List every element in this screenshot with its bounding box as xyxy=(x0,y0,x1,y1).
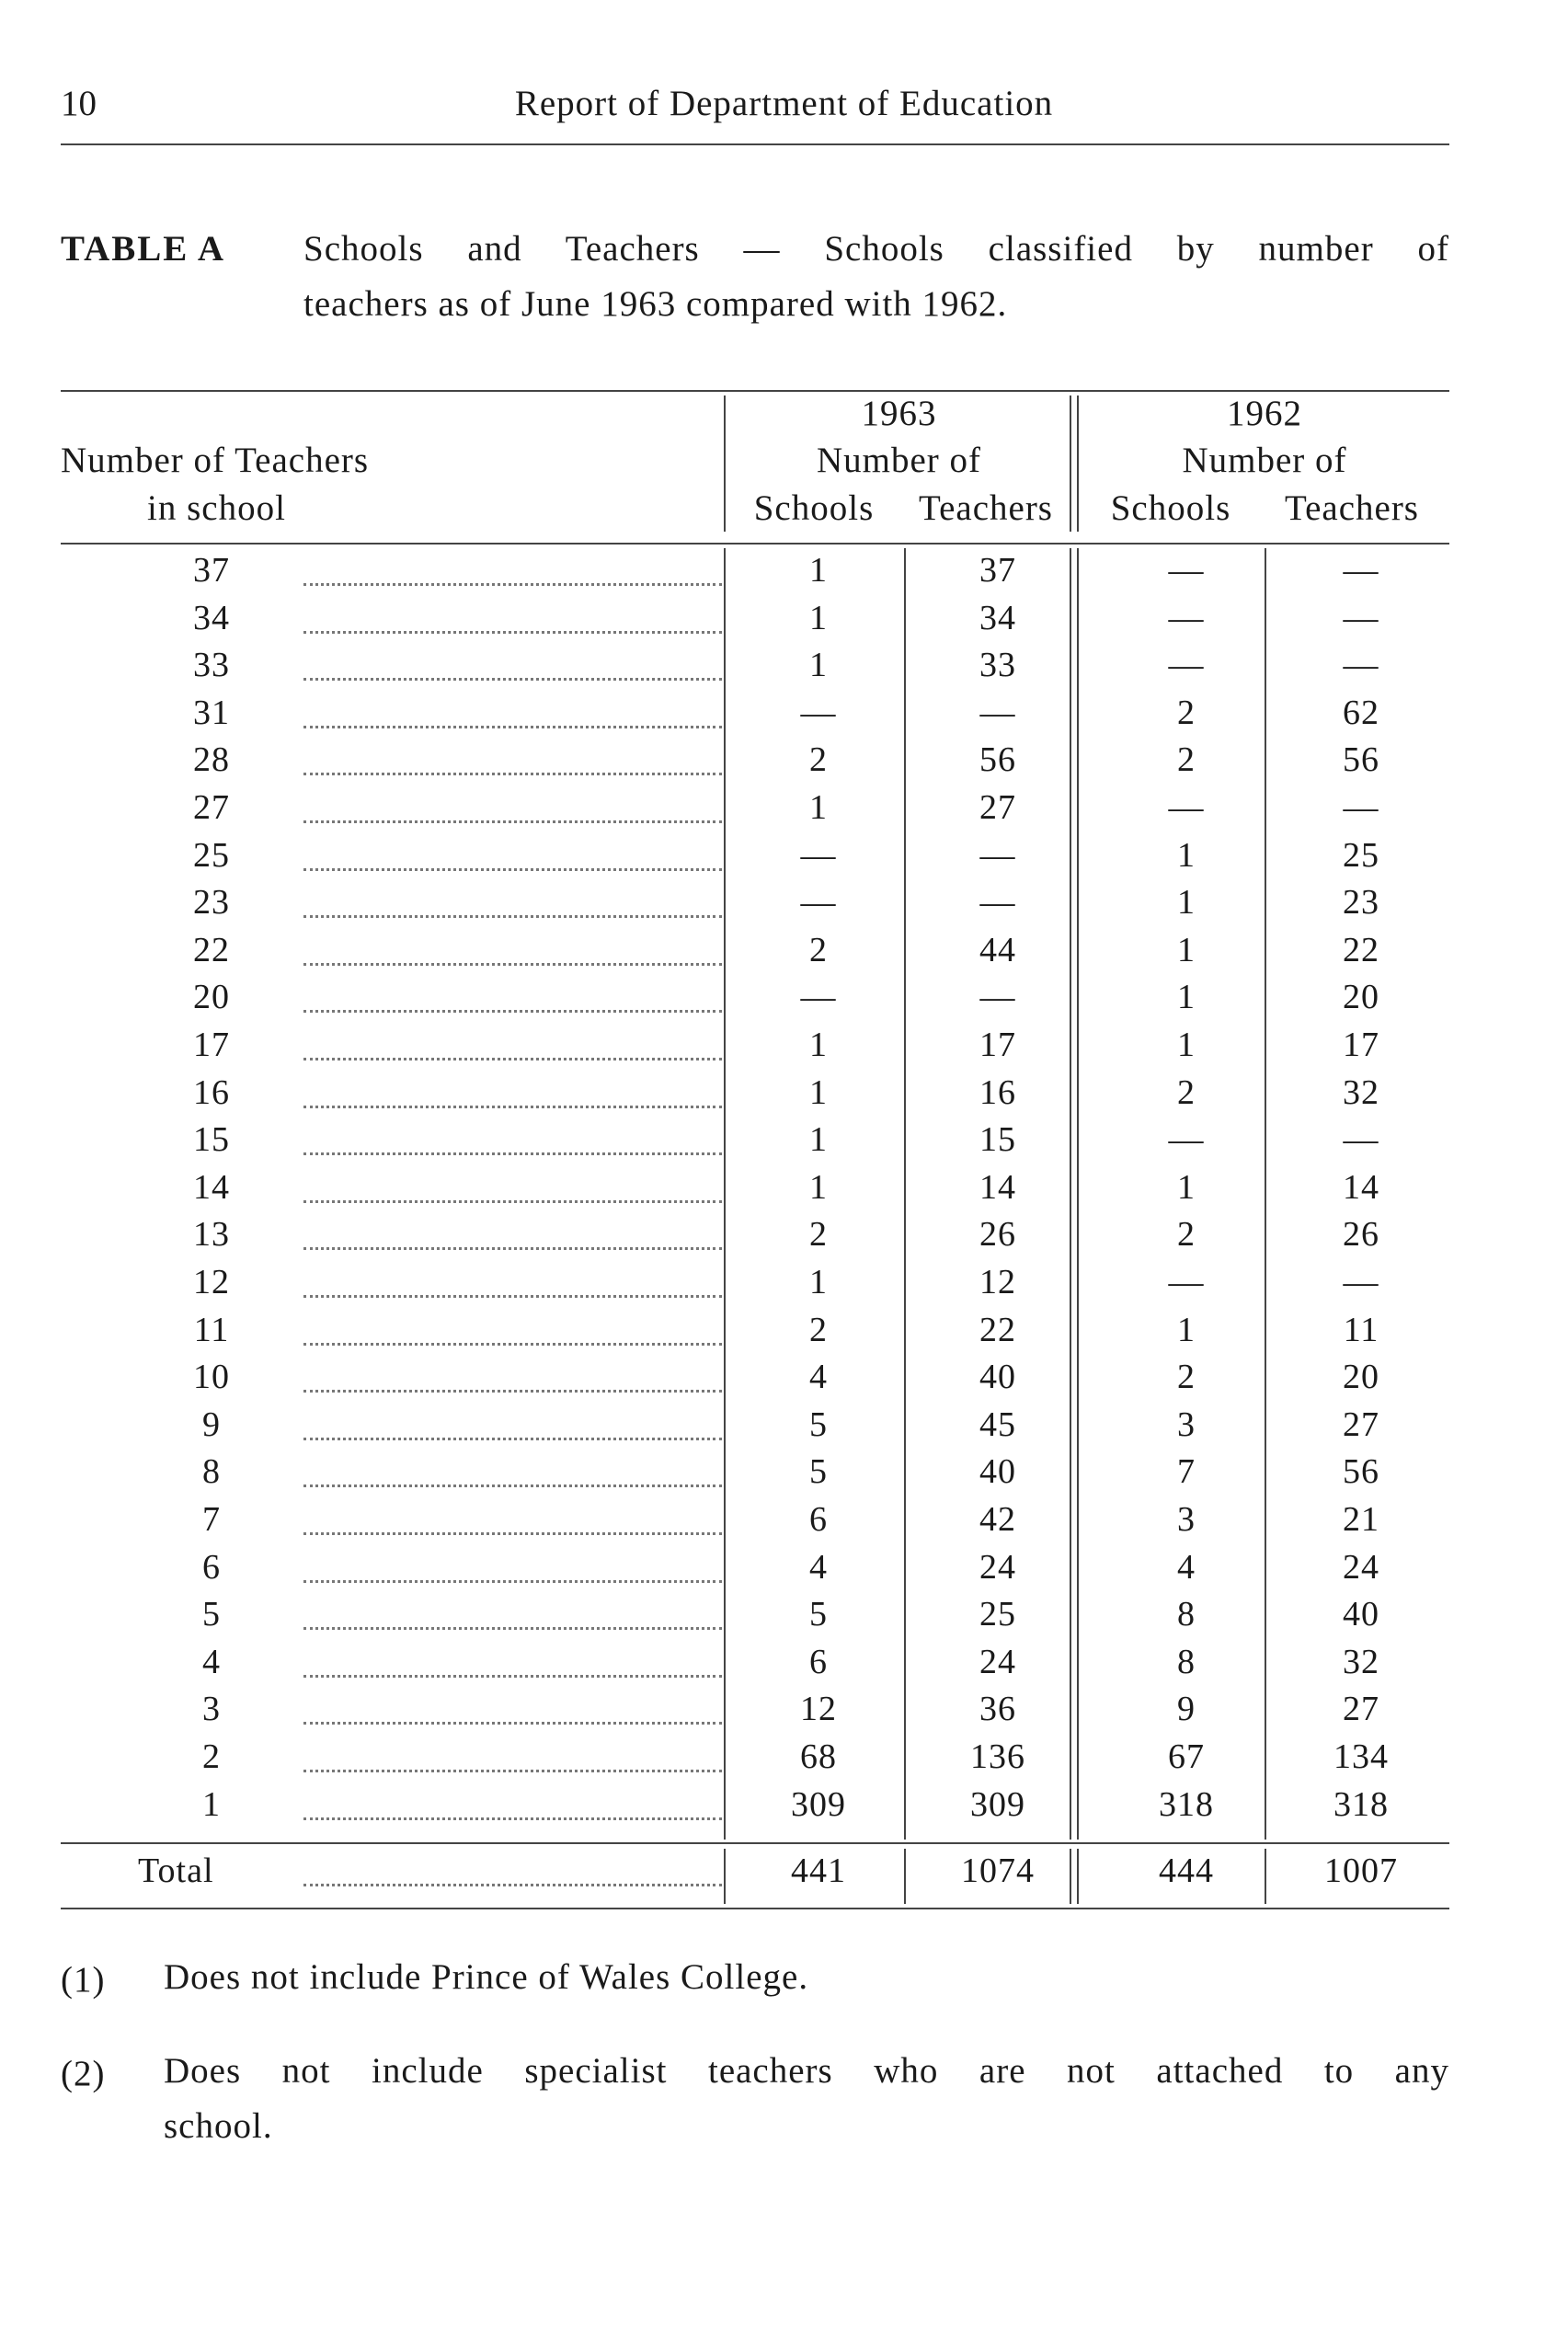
total-schools-1962: 444 xyxy=(1159,1851,1214,1890)
schools-1962-cell: — xyxy=(1168,598,1205,637)
schools-1963-cell: — xyxy=(800,883,837,923)
teachers-1963-cell: 44 xyxy=(979,930,1016,969)
teachers-1962-cell: 32 xyxy=(1343,1072,1379,1112)
table-caption-line2: teachers as of June 1963 compared with 1962. xyxy=(303,284,1008,324)
schools-1962-cell: 2 xyxy=(1177,1358,1196,1397)
table-row xyxy=(0,1547,1568,1595)
schools-1963-cell: 5 xyxy=(809,1452,828,1492)
schools-1962-cell: — xyxy=(1168,788,1205,827)
teachers-in-school-cell: 14 xyxy=(193,1167,230,1207)
teachers-1962-cell: — xyxy=(1343,1120,1379,1160)
schools-1962-cell: 1 xyxy=(1177,835,1196,875)
col-head-teachers-line1: Number of Teachers xyxy=(61,441,370,480)
header-rule xyxy=(61,143,1449,145)
schools-1963-cell: 5 xyxy=(809,1404,828,1444)
leader-dots xyxy=(303,963,722,966)
header-bottom-rule xyxy=(61,543,1449,545)
teachers-1962-cell: 62 xyxy=(1343,693,1379,732)
table-row xyxy=(0,930,1568,978)
teachers-1963-cell: 42 xyxy=(979,1500,1016,1539)
teachers-in-school-cell: 5 xyxy=(202,1595,221,1634)
schools-1962-heading: Schools xyxy=(1110,488,1231,528)
schools-1962-cell: 2 xyxy=(1177,1215,1196,1255)
leader-dots xyxy=(303,773,722,775)
total-label: Total xyxy=(138,1851,214,1890)
teachers-1963-cell: 12 xyxy=(979,1263,1016,1301)
teachers-1963-cell: 40 xyxy=(979,1358,1016,1397)
schools-1963-cell: 6 xyxy=(809,1642,828,1681)
year-1963-heading: 1963 xyxy=(861,394,937,433)
teachers-1963-cell: 45 xyxy=(979,1404,1016,1444)
table-row xyxy=(0,1404,1568,1452)
leader-dots xyxy=(303,820,722,823)
table-row xyxy=(0,1119,1568,1167)
leader-dots xyxy=(303,631,722,634)
schools-1963-cell: 2 xyxy=(809,930,828,969)
teachers-1963-cell: 37 xyxy=(979,551,1016,590)
teachers-1962-cell: 22 xyxy=(1343,930,1379,969)
teachers-1963-cell: 34 xyxy=(979,598,1016,637)
teachers-in-school-cell: 25 xyxy=(193,835,230,875)
leader-dots xyxy=(303,1295,722,1298)
teachers-1962-cell: 23 xyxy=(1343,883,1379,923)
teachers-1962-cell: 134 xyxy=(1333,1737,1389,1776)
teachers-1962-cell: 26 xyxy=(1343,1215,1379,1255)
schools-1962-cell: 2 xyxy=(1177,1072,1196,1112)
schools-1963-cell: — xyxy=(800,693,837,732)
teachers-1962-cell: 25 xyxy=(1343,835,1379,875)
table-label: TABLE A xyxy=(61,229,226,269)
schools-1962-cell: 3 xyxy=(1177,1404,1196,1444)
total-schools-1963: 441 xyxy=(791,1851,846,1890)
table-row xyxy=(0,550,1568,598)
table-row xyxy=(0,1025,1568,1072)
teachers-1963-cell: 17 xyxy=(979,1026,1016,1064)
schools-1962-cell: 67 xyxy=(1168,1737,1205,1776)
schools-1963-cell: 1 xyxy=(809,788,828,827)
schools-1962-cell: 1 xyxy=(1177,978,1196,1017)
schools-1962-cell: 7 xyxy=(1177,1452,1196,1492)
schools-1963-cell: 4 xyxy=(809,1358,828,1397)
running-title: Report of Department of Education xyxy=(514,84,1054,123)
teachers-1963-cell: 136 xyxy=(970,1737,1025,1776)
schools-1963-cell: 1 xyxy=(809,1120,828,1160)
teachers-1963-heading: Teachers xyxy=(918,488,1053,528)
schools-1963-cell: 309 xyxy=(791,1784,846,1824)
leader-dots xyxy=(303,1058,722,1060)
teachers-in-school-cell: 9 xyxy=(202,1404,221,1444)
teachers-1963-cell: 27 xyxy=(979,788,1016,827)
schools-1963-cell: 1 xyxy=(809,646,828,685)
leader-dots xyxy=(303,1438,722,1440)
table-row xyxy=(0,598,1568,646)
teachers-in-school-cell: 31 xyxy=(193,693,230,732)
table-row xyxy=(0,835,1568,883)
schools-1963-cell: 2 xyxy=(809,1310,828,1349)
teachers-in-school-cell: 17 xyxy=(193,1026,230,1064)
schools-1963-cell: 6 xyxy=(809,1500,828,1539)
table-row xyxy=(0,1310,1568,1358)
table-row xyxy=(0,1784,1568,1832)
leader-dots xyxy=(303,678,722,681)
table-row xyxy=(0,787,1568,835)
leader-dots xyxy=(303,915,722,918)
schools-1963-cell: 2 xyxy=(809,740,828,780)
teachers-1962-cell: 56 xyxy=(1343,1452,1379,1492)
teachers-in-school-cell: 20 xyxy=(193,978,230,1017)
teachers-1962-cell: 56 xyxy=(1343,740,1379,780)
teachers-1962-cell: 20 xyxy=(1343,1358,1379,1397)
table-row xyxy=(0,882,1568,930)
teachers-1963-cell: — xyxy=(979,835,1016,875)
teachers-1963-cell: 36 xyxy=(979,1690,1016,1729)
teachers-1963-cell: 24 xyxy=(979,1642,1016,1681)
table-bottom-rule xyxy=(61,1908,1449,1909)
schools-1963-cell: 4 xyxy=(809,1547,828,1587)
leader-dots xyxy=(303,1343,722,1346)
leader-dots xyxy=(303,1722,722,1725)
leader-dots xyxy=(303,868,722,871)
teachers-1962-cell: 11 xyxy=(1343,1310,1379,1349)
teachers-1963-cell: 56 xyxy=(979,740,1016,780)
teachers-in-school-cell: 1 xyxy=(202,1784,221,1824)
schools-1963-heading: Schools xyxy=(753,488,875,528)
table-row xyxy=(0,1167,1568,1215)
teachers-1962-cell: 14 xyxy=(1343,1167,1379,1207)
leader-dots xyxy=(303,1532,722,1535)
leader-dots xyxy=(303,1580,722,1583)
schools-1962-cell: 3 xyxy=(1177,1500,1196,1539)
teachers-1963-cell: 309 xyxy=(970,1784,1025,1824)
leader-dots xyxy=(303,1152,722,1155)
table-row xyxy=(0,1072,1568,1120)
teachers-1962-heading: Teachers xyxy=(1284,488,1419,528)
teachers-1962-cell: 318 xyxy=(1333,1784,1389,1824)
teachers-1963-cell: — xyxy=(979,693,1016,732)
leader-dots xyxy=(303,1770,722,1772)
leader-dots xyxy=(303,1485,722,1487)
table-row xyxy=(0,977,1568,1025)
leader-dots xyxy=(303,1627,722,1630)
schools-1963-cell: 1 xyxy=(809,598,828,637)
leader-dots xyxy=(303,1884,722,1886)
leader-dots xyxy=(303,726,722,728)
teachers-1963-cell: 22 xyxy=(979,1310,1016,1349)
teachers-in-school-cell: 6 xyxy=(202,1547,221,1587)
schools-1963-cell: 1 xyxy=(809,1167,828,1207)
teachers-1963-cell: 14 xyxy=(979,1167,1016,1207)
footnote-1-text: Does not include Prince of Wales College. xyxy=(164,1957,809,1997)
footnote-1-marker: (1) xyxy=(61,1960,106,2000)
leader-dots xyxy=(303,1817,722,1820)
teachers-1962-cell: 27 xyxy=(1343,1690,1379,1729)
schools-1962-cell: — xyxy=(1168,646,1205,685)
teachers-in-school-cell: 3 xyxy=(202,1690,221,1729)
schools-1963-cell: 68 xyxy=(800,1737,837,1776)
teachers-in-school-cell: 37 xyxy=(193,551,230,590)
teachers-1962-cell: 24 xyxy=(1343,1547,1379,1587)
teachers-1962-cell: 32 xyxy=(1343,1642,1379,1681)
schools-1962-cell: 1 xyxy=(1177,1026,1196,1064)
teachers-in-school-cell: 8 xyxy=(202,1452,221,1492)
teachers-in-school-cell: 4 xyxy=(202,1642,221,1681)
teachers-in-school-cell: 34 xyxy=(193,598,230,637)
schools-1962-cell: 1 xyxy=(1177,1310,1196,1349)
leader-dots xyxy=(303,1247,722,1250)
page-number: 10 xyxy=(61,84,97,123)
schools-1963-cell: 12 xyxy=(800,1690,837,1729)
teachers-1962-cell: — xyxy=(1343,598,1379,637)
teachers-1962-cell: 21 xyxy=(1343,1500,1379,1539)
table-row xyxy=(0,645,1568,693)
table-row xyxy=(0,1689,1568,1737)
teachers-in-school-cell: 12 xyxy=(193,1263,230,1301)
teachers-1963-cell: — xyxy=(979,978,1016,1017)
schools-1962-cell: 4 xyxy=(1177,1547,1196,1587)
table-row xyxy=(0,1499,1568,1547)
teachers-in-school-cell: 13 xyxy=(193,1215,230,1255)
teachers-in-school-cell: 27 xyxy=(193,788,230,827)
schools-1963-cell: 5 xyxy=(809,1595,828,1634)
year-1962-heading: 1962 xyxy=(1227,394,1302,433)
schools-1962-cell: 1 xyxy=(1177,930,1196,969)
teachers-in-school-cell: 10 xyxy=(193,1358,230,1397)
schools-1962-cell: — xyxy=(1168,1120,1205,1160)
teachers-in-school-cell: 7 xyxy=(202,1500,221,1539)
teachers-1962-cell: — xyxy=(1343,1263,1379,1301)
footnote-2-text-line1: Does not include specialist teachers who are not attached to any xyxy=(164,2051,1449,2091)
teachers-in-school-cell: 16 xyxy=(193,1072,230,1112)
schools-1963-cell: — xyxy=(800,835,837,875)
teachers-in-school-cell: 23 xyxy=(193,883,230,923)
schools-1962-cell: — xyxy=(1168,1263,1205,1301)
leader-dots xyxy=(303,583,722,586)
table-caption-line1: Schools and Teachers — Schools classified by number of xyxy=(303,229,1449,269)
col-head-teachers-line2: in school xyxy=(147,488,286,528)
leader-dots xyxy=(303,1675,722,1678)
teachers-in-school-cell: 28 xyxy=(193,740,230,780)
table-row xyxy=(0,1737,1568,1784)
leader-dots xyxy=(303,1010,722,1013)
schools-1962-cell: 2 xyxy=(1177,693,1196,732)
schools-1963-cell: 1 xyxy=(809,1263,828,1301)
total-teachers-1963: 1074 xyxy=(961,1851,1035,1890)
teachers-1963-cell: 33 xyxy=(979,646,1016,685)
leader-dots xyxy=(303,1106,722,1108)
table-row xyxy=(0,1262,1568,1310)
teachers-1963-cell: 24 xyxy=(979,1547,1016,1587)
schools-1962-cell: 8 xyxy=(1177,1642,1196,1681)
table-row xyxy=(0,1214,1568,1262)
footnote-2-marker: (2) xyxy=(61,2054,106,2093)
teachers-1963-cell: 26 xyxy=(979,1215,1016,1255)
teachers-1962-cell: — xyxy=(1343,788,1379,827)
total-top-rule xyxy=(61,1842,1449,1844)
footnote-2-text-line2: school. xyxy=(164,2106,273,2146)
table-row xyxy=(0,693,1568,740)
teachers-in-school-cell: 2 xyxy=(202,1737,221,1776)
number-of-1962: Number of xyxy=(1182,441,1347,480)
teachers-1962-cell: — xyxy=(1343,551,1379,590)
schools-1963-cell: 1 xyxy=(809,1026,828,1064)
total-teachers-1962: 1007 xyxy=(1324,1851,1398,1890)
schools-1963-cell: 1 xyxy=(809,551,828,590)
schools-1963-cell: 2 xyxy=(809,1215,828,1255)
teachers-in-school-cell: 11 xyxy=(193,1310,230,1349)
teachers-1962-cell: 27 xyxy=(1343,1404,1379,1444)
table-row xyxy=(0,1357,1568,1404)
teachers-1962-cell: 17 xyxy=(1343,1026,1379,1064)
teachers-1963-cell: 25 xyxy=(979,1595,1016,1634)
number-of-1963: Number of xyxy=(816,441,982,480)
schools-1962-cell: 9 xyxy=(1177,1690,1196,1729)
table-top-rule xyxy=(61,390,1449,392)
teachers-1963-cell: — xyxy=(979,883,1016,923)
table-row xyxy=(0,1642,1568,1690)
schools-1962-cell: 1 xyxy=(1177,883,1196,923)
teachers-1963-cell: 40 xyxy=(979,1452,1016,1492)
teachers-in-school-cell: 22 xyxy=(193,930,230,969)
schools-1962-cell: — xyxy=(1168,551,1205,590)
teachers-in-school-cell: 15 xyxy=(193,1120,230,1160)
header-divider-left xyxy=(724,395,726,532)
schools-1962-cell: 318 xyxy=(1159,1784,1214,1824)
teachers-1962-cell: — xyxy=(1343,646,1379,685)
schools-1962-cell: 1 xyxy=(1177,1167,1196,1207)
total-row xyxy=(0,1851,1568,1898)
leader-dots xyxy=(303,1390,722,1393)
leader-dots xyxy=(303,1200,722,1203)
schools-1963-cell: 1 xyxy=(809,1072,828,1112)
schools-1962-cell: 8 xyxy=(1177,1595,1196,1634)
table-row xyxy=(0,739,1568,787)
table-row xyxy=(0,1451,1568,1499)
teachers-1962-cell: 20 xyxy=(1343,978,1379,1017)
table-row xyxy=(0,1594,1568,1642)
schools-1962-cell: 2 xyxy=(1177,740,1196,780)
teachers-1962-cell: 40 xyxy=(1343,1595,1379,1634)
teachers-1963-cell: 15 xyxy=(979,1120,1016,1160)
schools-1963-cell: — xyxy=(800,978,837,1017)
teachers-in-school-cell: 33 xyxy=(193,646,230,685)
teachers-1963-cell: 16 xyxy=(979,1072,1016,1112)
